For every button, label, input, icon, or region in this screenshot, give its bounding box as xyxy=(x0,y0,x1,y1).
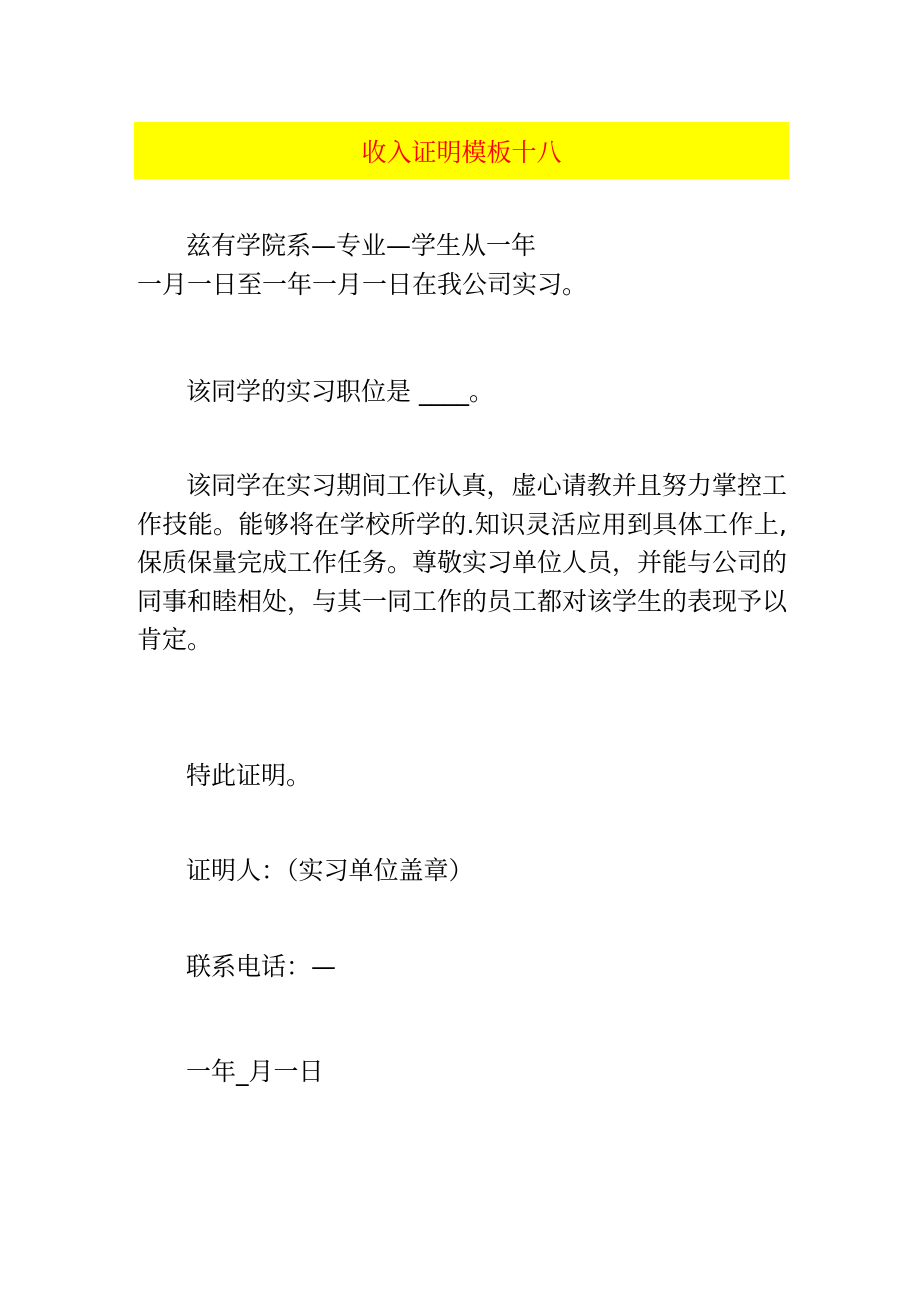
paragraph-evaluation: 该同学在实习期间工作认真，虚心请教并且努力掌控工作技能。能够将在学校所学的.知识灵活应用到具体工作上,保质保量完成工作任务。尊敬实习单位人员，并能与公司的同事和睦相处，与其一同工作的员工都对该学生的表现予以肯定。 xyxy=(137,471,788,654)
paragraph-date: 一年_月一日 xyxy=(186,1057,324,1086)
paragraph-internship-period xyxy=(137,227,787,304)
paragraph-position: 该同学的实习职位是 ____。 xyxy=(186,377,494,406)
paragraph-contact-phone: 联系电话：— xyxy=(186,952,337,981)
paragraph-certifier: 证明人：（实习单位盖章） xyxy=(186,856,474,885)
document-title: 收入证明模板十八 xyxy=(361,137,562,167)
title-banner xyxy=(134,122,789,179)
paragraph-line: 兹有学院系—专业—学生从一年 xyxy=(186,231,537,260)
paragraph-line: 一月一日至一年一月一日在我公司实习。 xyxy=(137,269,588,299)
paragraph-certification: 特此证明。 xyxy=(186,761,312,790)
